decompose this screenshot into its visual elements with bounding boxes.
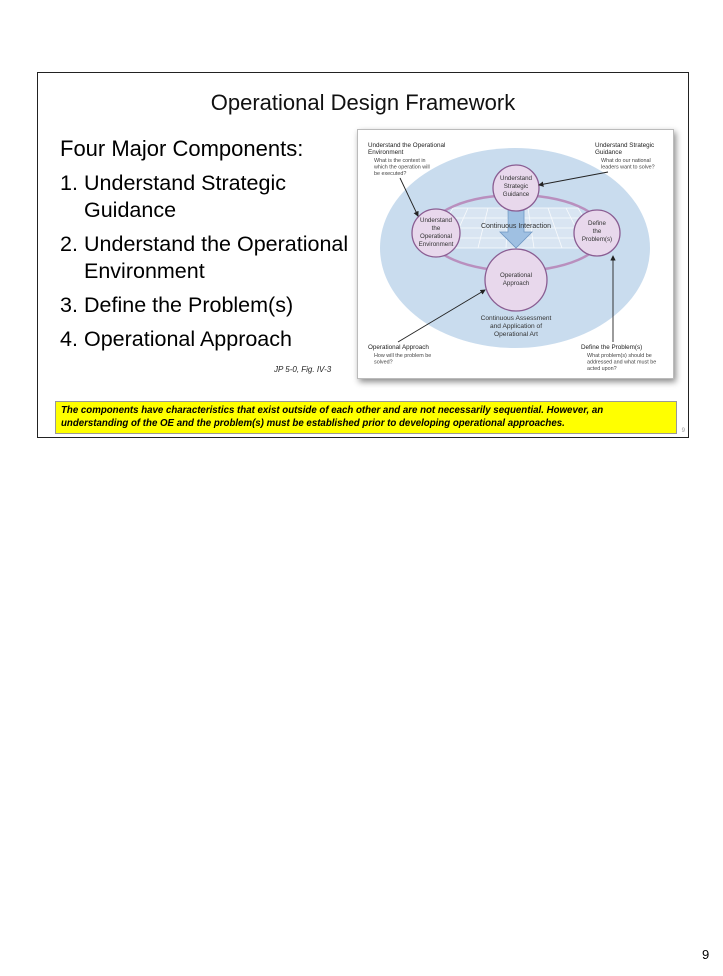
corner-tr-title: Understand Strategic: [595, 142, 655, 149]
list-item-text: Understand Strategic Guidance: [84, 171, 286, 222]
circle-problem-line: Problem(s): [581, 236, 613, 243]
list-item: [60, 170, 350, 224]
circle-problem-line: Define: [588, 220, 606, 227]
corner-tr-question: What do our national: [601, 158, 651, 164]
circle-environment-line: Environment: [418, 241, 454, 248]
circle-approach-line: Operational: [500, 272, 532, 279]
list-item-number: 4.: [60, 327, 78, 351]
list-item: [60, 231, 350, 285]
operational-design-diagram: [357, 129, 674, 379]
corner-br-question: acted upon?: [587, 366, 617, 372]
corner-tl-title: Environment: [368, 149, 404, 156]
list-item-number: 3.: [60, 293, 78, 317]
corner-tl-question: be executed?: [374, 171, 407, 177]
component-list: [60, 136, 350, 360]
corner-tl-title: Understand the Operational: [368, 142, 446, 149]
assessment-label-line: and Application of: [489, 323, 543, 330]
corner-bl-question: How will the problem be: [374, 353, 432, 359]
slide-number-small: 9: [681, 428, 685, 434]
page-number: 9: [702, 947, 710, 962]
corner-tr-title: Guidance: [595, 149, 622, 156]
assessment-label-line: Continuous Assessment: [480, 315, 552, 322]
slide: [37, 72, 689, 438]
circle-strategic-line: Strategic: [503, 183, 529, 190]
list-item-number: 1.: [60, 171, 78, 195]
highlight-note: The components have characteristics that exist outside of each other and are not necessarily sequential. However, an understanding of the OE and the problem(s) must be established prior to developing operational approaches.: [55, 401, 677, 434]
list-item-text: Define the Problem(s): [84, 293, 294, 317]
corner-tl-question: What is the context in: [374, 158, 426, 164]
circle-environment-line: Operational: [420, 233, 452, 240]
corner-bl-question: solved?: [374, 359, 393, 366]
diagram-svg: [358, 130, 673, 378]
corner-br-title: Define the Problem(s): [581, 344, 643, 351]
circle-strategic-line: Guidance: [502, 191, 530, 198]
corner-tl-question: which the operation will: [374, 164, 430, 171]
list-item-number: 2.: [60, 232, 78, 256]
assessment-label-line: Operational Art: [494, 331, 538, 338]
list-item: [60, 292, 350, 319]
corner-br-question: addressed and what must be: [587, 359, 657, 366]
list-item-text: Operational Approach: [84, 327, 292, 351]
list-item-text: Understand the Operational Environment: [84, 232, 349, 283]
circle-approach-line: Approach: [502, 280, 530, 287]
circle-environment-line: the: [431, 225, 441, 232]
circle-environment-line: Understand: [420, 217, 452, 224]
corner-bl-title: Operational Approach: [368, 344, 429, 351]
corner-tr-question: leaders want to solve?: [601, 164, 655, 171]
corner-br-question: What problem(s) should be: [587, 353, 652, 359]
figure-citation: JP 5-0, Fig. IV-3: [274, 365, 332, 374]
circle-strategic-line: Understand: [500, 175, 532, 182]
list-item: [60, 326, 350, 353]
circle-problem-line: the: [592, 228, 602, 235]
list-heading: Four Major Components:: [60, 136, 304, 161]
continuous-interaction-label: Continuous Interaction: [480, 223, 552, 230]
slide-title: Operational Design Framework: [210, 90, 516, 115]
